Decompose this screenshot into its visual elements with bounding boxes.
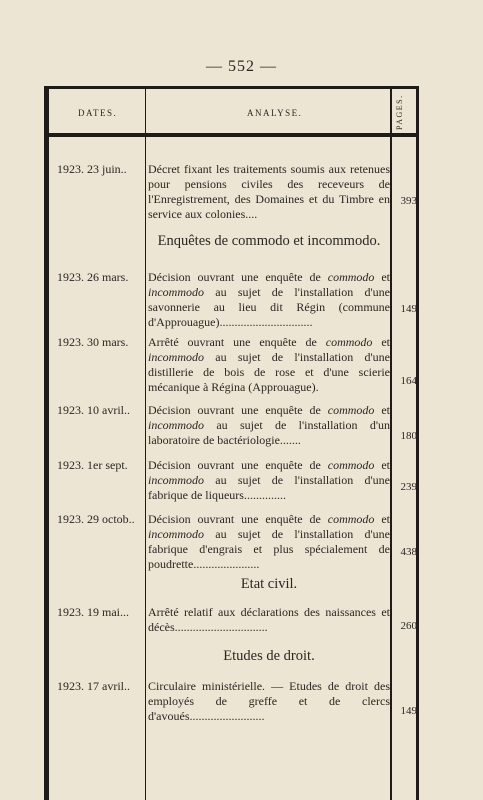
header-rule	[44, 133, 418, 137]
left-border	[44, 86, 49, 800]
entry-page: 149	[400, 705, 417, 717]
entry-date: 1923. 17 avril..	[57, 679, 130, 693]
entry-date: 1923. 19 mai...	[57, 605, 129, 619]
entry-page: 149	[400, 303, 417, 315]
entry-date: 1923. 30 mars.	[57, 335, 129, 349]
section-title: Enquêtes de commodo et incommodo.	[157, 233, 381, 249]
entry-analysis: Décision ouvrant une enquête de commodo et incommodo au sujet de l'installation d'une savonnerie au lieu dit Régin (commune d'Approuague)...............................	[148, 270, 390, 329]
page-number: — 552 —	[206, 58, 277, 75]
entry-date: 1923. 23 juin..	[57, 162, 127, 176]
entry-date: 1923. 26 mars.	[57, 270, 129, 284]
entry-page: 393	[400, 195, 417, 207]
entry-analysis: Décision ouvrant une enquête de commodo et incommodo au sujet de l'installation d'une fabrique de liqueurs..............	[148, 458, 390, 502]
entry-page: 180	[400, 430, 417, 442]
entry-date: 1923. 1er sept.	[57, 458, 128, 472]
dates-header: DATES.	[78, 108, 118, 118]
entry-analysis: Décision ouvrant une enquête de commodo et incommodo au sujet de l'installation d'une fabrique d'engrais et plus spécialement de poudrette......................	[148, 512, 390, 571]
section-title: Etudes de droit.	[223, 648, 315, 664]
entry-analysis: Arrêté ouvrant une enquête de commodo et incommodo au sujet de l'installation d'une distillerie de bois de rose et d'une scierie mécanique à Régina (Approuague).	[148, 335, 390, 394]
entry-date: 1923. 29 octob..	[57, 512, 135, 526]
entry-analysis: Décision ouvrant une enquête de commodo et incommodo au sujet de l'installation d'un laboratoire de bactériologie.......	[148, 403, 390, 447]
entry-analysis: Circulaire ministérielle. — Etudes de droit des employés de greffe et de clercs d'avoués.........................	[148, 679, 390, 723]
analysis-header: ANALYSE.	[247, 108, 303, 118]
entry-page: 164	[400, 375, 417, 387]
entry-page: 260	[400, 620, 417, 632]
top-border	[44, 86, 418, 89]
entry-analysis: Arrêté relatif aux déclarations des naissances et décès...............................	[148, 605, 390, 634]
entry-analysis: Décret fixant les traitements soumis aux retenues pour pensions civiles des receveurs de l'Enregistrement, des Domaines et du Timbre en service aux colonies....	[148, 162, 390, 221]
entry-page: 438	[400, 546, 417, 558]
entry-date: 1923. 10 avril..	[57, 403, 130, 417]
section-title: Etat civil.	[240, 576, 298, 592]
entry-page: 239	[400, 481, 417, 493]
pages-header: PAGES.	[395, 94, 404, 130]
right-border	[416, 86, 419, 800]
analysis-column-rule	[390, 86, 392, 800]
